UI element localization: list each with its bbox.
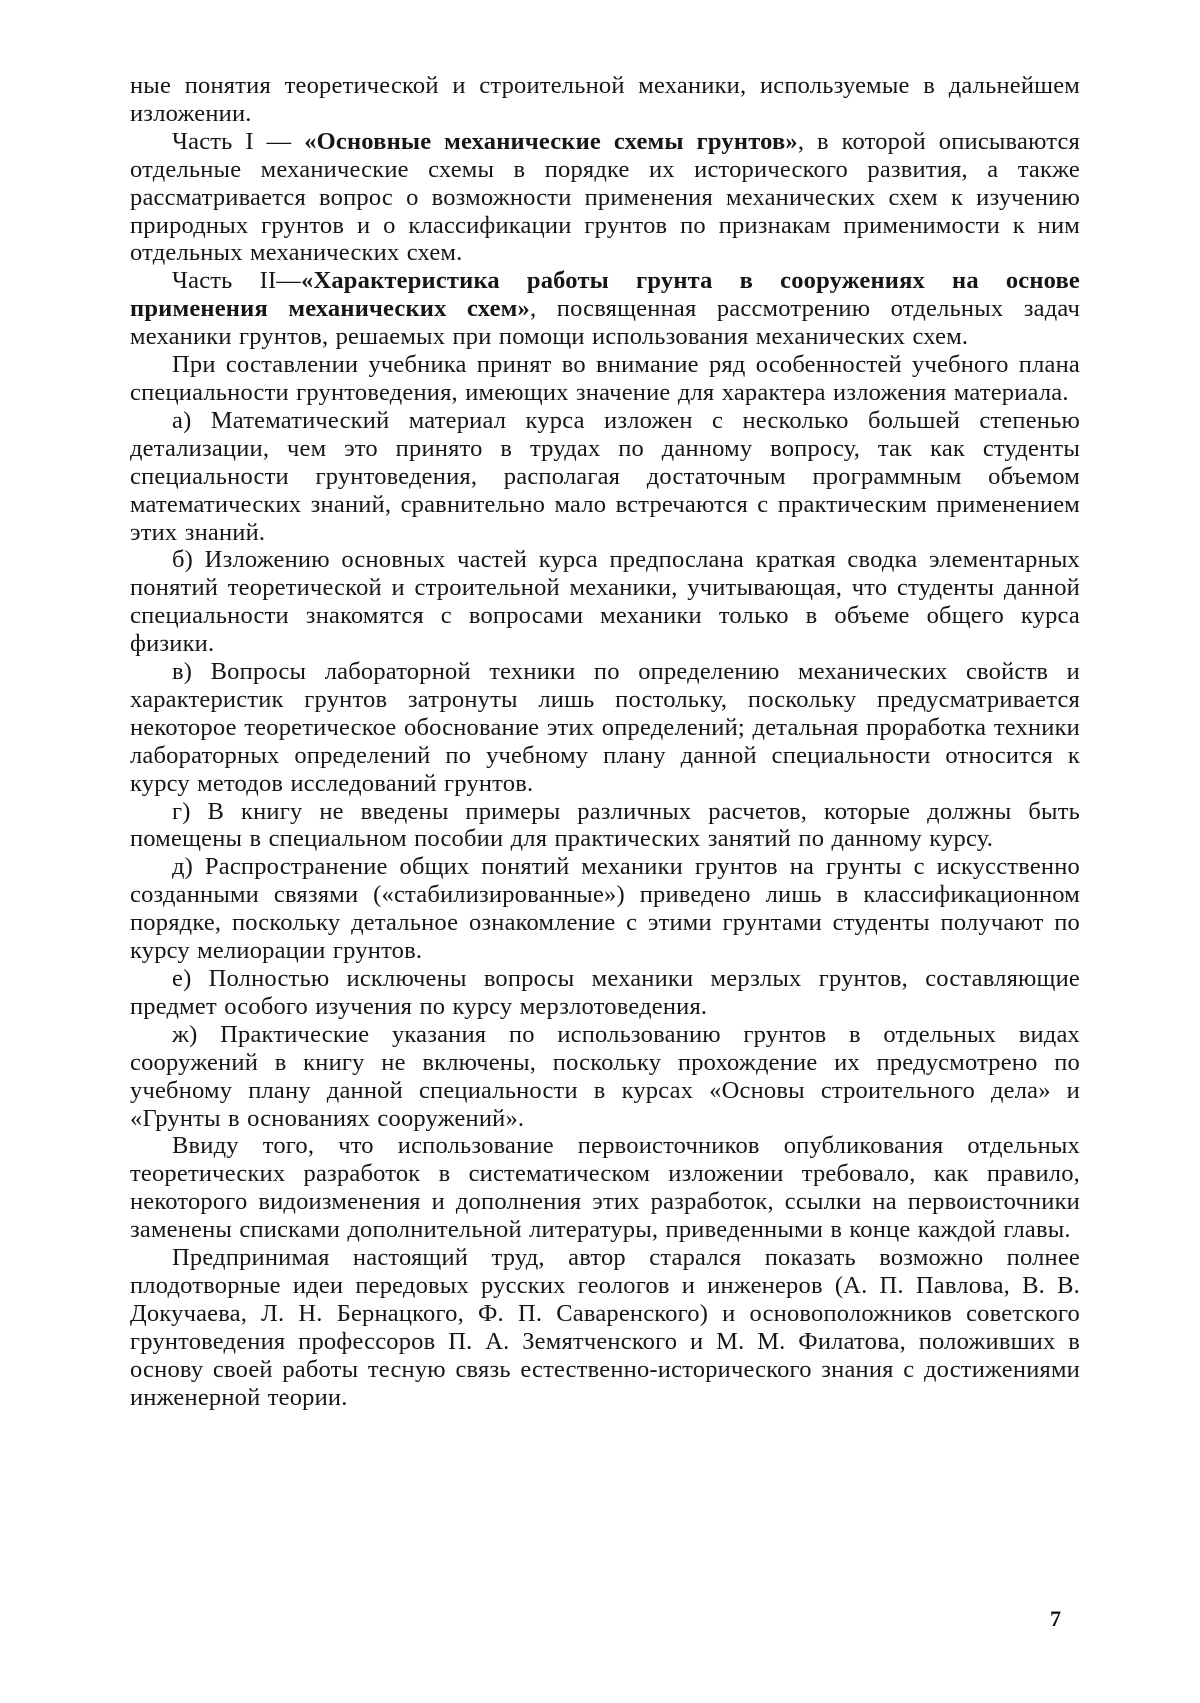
paragraph-text: ные понятия теоретической и строительной механики, используемые в дальнейшем изложении. bbox=[130, 72, 1080, 127]
paragraph-text: Предпринимая настоящий труд, автор старался показать возможно полнее плодотворные идеи передовых русских геологов и инженеров (А. П. Павлова, В. В. Докучаева, Л. Н. Бернацкого, Ф. П. Саваренского) и основоположников советского грунтоведения профессоров П. А. Земятченского и М. М. Филатова, положивших в основу своей работы тесную связь естественно-исторического знания с достижениями инженерной теории. bbox=[130, 1244, 1080, 1411]
paragraph-text: Ввиду того, что использование первоисточников опубликования отдельных теоретических разработок в систематическом изложении требовало, как правило, некоторого видоизменения и дополнения этих разработок, ссылки на первоисточники заменены списками дополнительной литературы, приведенными в конце каждой главы. bbox=[130, 1132, 1080, 1244]
paragraph-text: б) Изложению основных частей курса предпослана краткая сводка элементарных понятий теоретической и строительной механики, учитывающая, что студенты данной специальности знакомятся с вопросами механики только в объеме общего курса физики. bbox=[130, 546, 1080, 658]
paragraph-intro-continuation bbox=[130, 72, 1080, 128]
paragraph-text: д) Распространение общих понятий механики грунтов на грунты с искусственно созданными связями («стабилизированные») приведено лишь в классификационном порядке, поскольку детальное ознакомление с этими грунтами студенты получают по курсу мелиорации грунтов. bbox=[130, 853, 1080, 965]
paragraph-text: г) В книгу не введены примеры различных расчетов, которые должны быть помещены в специальном пособии для практических занятий по данному курсу. bbox=[130, 797, 1080, 853]
paragraph-author-intent bbox=[130, 1244, 1080, 1411]
part-title: «Характеристика работы грунта в сооружениях на основе применения механических схем» bbox=[130, 267, 1081, 323]
paragraph-references bbox=[130, 1132, 1080, 1244]
paragraph-text: е) Полностью исключены вопросы механики мерзлых грунтов, составляющие предмет особого изучения по курсу мерзлотоведения. bbox=[130, 965, 1080, 1020]
paragraph-text: При составлении учебника принят во внимание ряд особенностей учебного плана специальности грунтоведения, имеющих значение для характера изложения материала. bbox=[130, 351, 1080, 406]
part-label: Часть I — bbox=[172, 127, 305, 155]
list-item-g bbox=[130, 798, 1080, 854]
paragraph-text: , в которой описываются отдельные механические схемы в порядке их исторического развития, а также рассматривается вопрос о возможности применения механических схем к изучению природных грунтов и о классификации грунтов по признакам применимости к ним отдельных механических схем. bbox=[130, 127, 1081, 267]
list-item-e bbox=[130, 965, 1080, 1021]
part-title: «Основные механические схемы грунтов» bbox=[304, 127, 798, 155]
list-item-b bbox=[130, 546, 1080, 658]
paragraph-curriculum-features bbox=[130, 351, 1080, 407]
paragraph-text: в) Вопросы лабораторной техники по определению механических свойств и характеристик грунтов затронуты лишь постольку, поскольку предусматривается некоторое теоретическое обоснование этих определений; детальная проработка техники лабораторных определений по учебному плану данной специальности относится к курсу методов исследований грунтов. bbox=[130, 658, 1080, 797]
list-item-a bbox=[130, 407, 1080, 547]
page-number: 7 bbox=[1050, 1606, 1061, 1631]
list-item-zh bbox=[130, 1021, 1080, 1133]
list-item-d bbox=[130, 853, 1080, 965]
paragraph-part-one bbox=[130, 128, 1080, 268]
page-body bbox=[130, 72, 1080, 1412]
paragraph-part-two bbox=[130, 267, 1080, 351]
paragraph-text: а) Математический материал курса изложен с несколько большей степенью детализации, чем это принято в трудах по данному вопросу, так как студенты специальности грунтоведения, располагая достаточным программным объемом математических знаний, сравнительно мало встречаются с практическим применением этих знаний. bbox=[130, 406, 1080, 546]
part-label: Часть II— bbox=[172, 267, 302, 295]
paragraph-text: ж) Практические указания по использованию грунтов в отдельных видах сооружений в книгу не включены, поскольку прохождение их предусмотрено по учебному плану данной специальности в курсах «Основы строительного дела» и «Грунты в основаниях сооружений». bbox=[130, 1020, 1080, 1132]
paragraph-text: , посвященная рассмотрению отдельных задач механики грунтов, решаемых при помощи использования механических схем. bbox=[130, 295, 1080, 351]
list-item-v bbox=[130, 658, 1080, 798]
